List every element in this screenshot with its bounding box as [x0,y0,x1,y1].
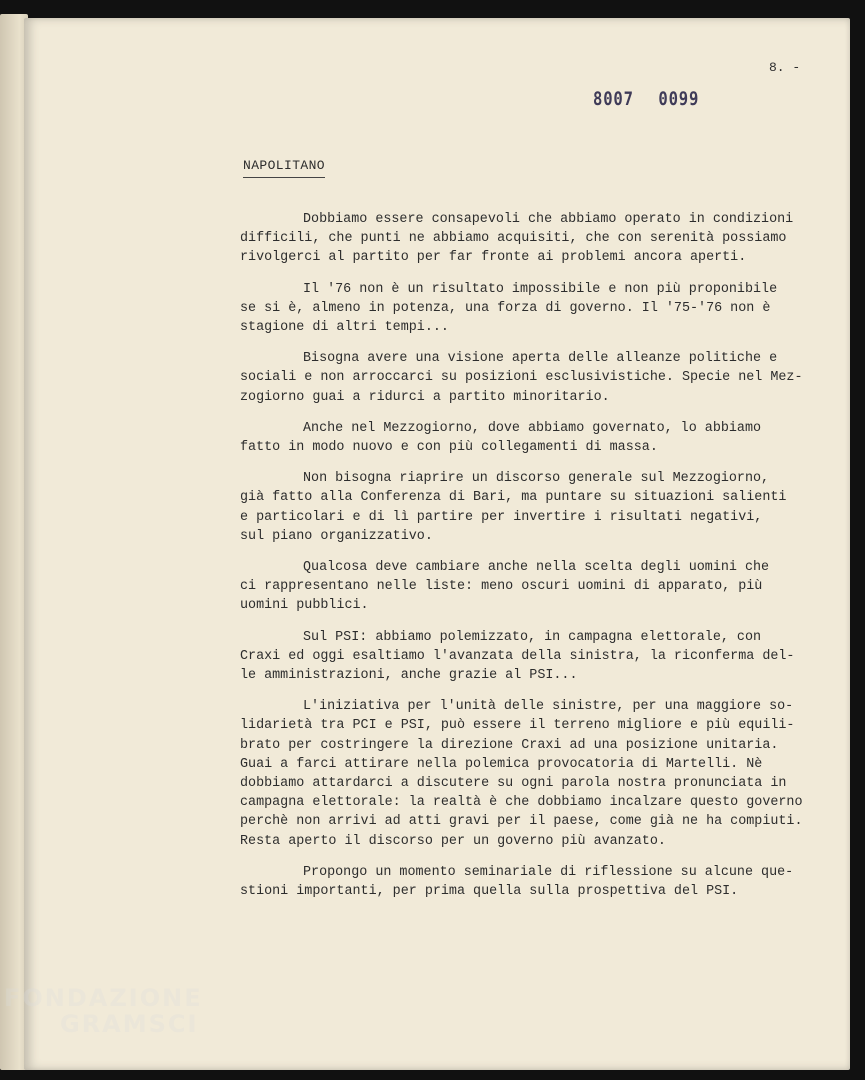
page-number: 8. - [769,60,801,75]
watermark-line-1: FONDAZIONE [4,984,203,1012]
watermark-line-2: GRAMSCI [60,1010,199,1038]
paragraph: Anche nel Mezzogiorno, dove abbiamo governato, lo abbiamo fatto in modo nuovo e con più collegamenti di massa. [240,420,762,456]
stamp-left: 8007 [593,88,634,110]
stamp-right: 0099 [658,88,700,110]
archive-stamp [593,88,699,110]
paragraph: Il '76 non è un risultato impossibile e non più proponibile se si è, almeno in potenza, una forza di governo. Il '75-'76 non è stagione di altri tempi... [240,281,778,336]
paragraph: Non bisogna riaprire un discorso generale sul Mezzogiorno, già fatto alla Conferenza di Bari, ma puntare su situazioni salienti e particolari e di lì partire per invertire i risultati negativi, sul piano organizzativo. [240,471,787,544]
paragraph: Qualcosa deve cambiare anche nella scelta degli uomini che ci rappresentano nelle liste: meno oscuri uomini di apparato, più uomini pubblici. [240,560,770,614]
paragraph: Bisogna avere una visione aperta delle alleanze politiche e sociali e non arroccarci su posizioni esclusivistiche. Specie nel Mez- zogiorno guai a ridurci a partito minoritario. [240,351,803,405]
paragraph: Sul PSI: abbiamo polemizzato, in campagna elettorale, con Craxi ed oggi esaltiamo l'avanzata della sinistra, la riconferma del- le amministrazioni, anche grazie al PSI... [240,629,795,684]
speaker-heading: NAPOLITANO [243,158,325,178]
paragraph: Propongo un momento seminariale di riflessione su alcune que- stioni importanti, per prima quella sulla prospettiva del PSI. [240,864,794,900]
fondazione-gramsci-watermark [4,985,203,1037]
body-text [240,210,805,913]
paragraph: L'iniziativa per l'unità delle sinistre, per una maggiore so- lidarietà tra PCI e PSI, può essere il terreno migliore e più equili- brato per costringere la direzione Craxi ad una posizione unitaria. Guai a farci attirare nella polemica provocatoria di Martelli. Nè dobbiamo attardarci a discutere su ogni parola nostra pronunciata in campagna elettorale: la realtà è che dobbiamo incalzare questo governo perchè non arrivi ad atti gravi per il paese, come già ne ha compiuti. Resta aperto il discorso per un governo più avanzato. [240,699,803,849]
paragraph: Dobbiamo essere consapevoli che abbiamo operato in condizioni difficili, che punti ne abbiamo acquisiti, che con serenità possiamo rivolgerci al partito per far fronte ai problemi ancora aperti. [240,212,794,266]
